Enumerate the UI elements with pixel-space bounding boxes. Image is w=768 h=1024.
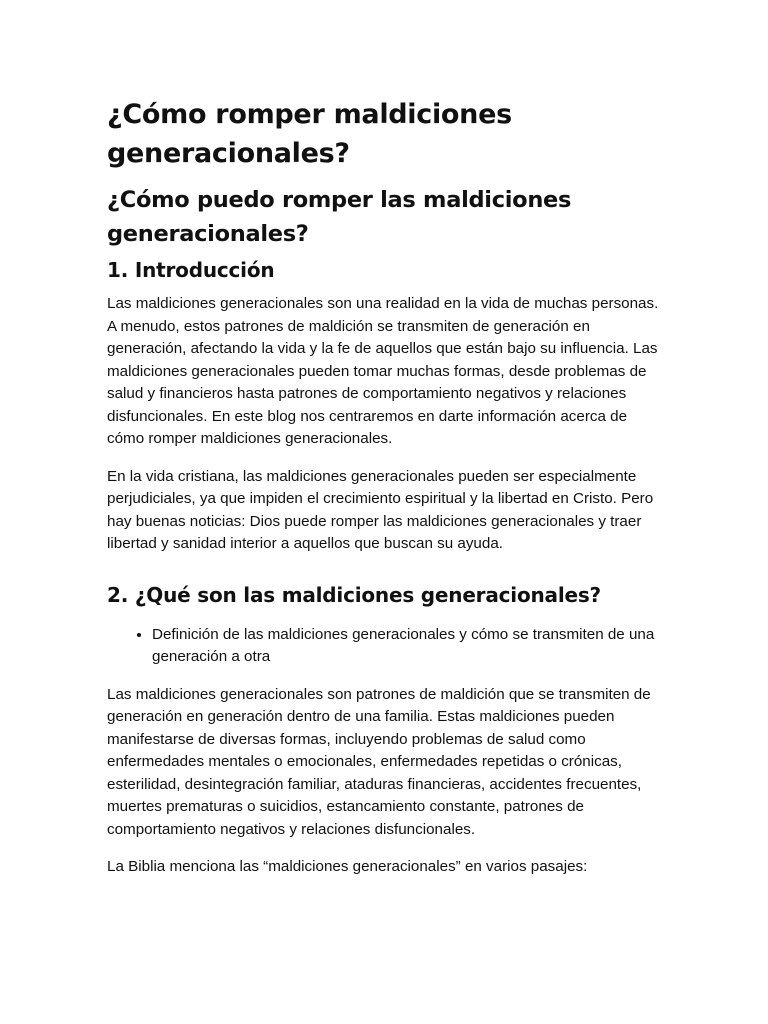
- section-2-paragraph-2: La Biblia menciona las “maldiciones generacionales” en varios pasajes:: [107, 858, 588, 875]
- section-2-bullet-list: [107, 624, 668, 669]
- section-1-heading: 1. Introducción: [107, 258, 275, 282]
- section-2-paragraph-1: Las maldiciones generacionales son patrones de maldición que se transmiten de generación en generación dentro de una familia. Estas maldiciones pueden manifestarse de diversas formas, incluyendo problemas de salud como enfermedades mentales o emocionales, enfermedades repetidas o crónicas, esterilidad, desintegración familiar, ataduras financieras, accidentes frecuentes, muertes prematuras o suicidios, estancamiento constante, patrones de comportamiento negativos y relaciones disfuncionales.: [107, 685, 651, 838]
- document-subtitle: ¿Cómo puedo romper las maldiciones generacionales?: [107, 187, 572, 247]
- section-1-paragraph-2: En la vida cristiana, las maldiciones generacionales pueden ser especialmente perjudiciales, ya que impiden el crecimiento espiritual y la libertad en Cristo. Pero hay buenas noticias: Dios puede romper las maldiciones generacionales y traer libertad y sanidad interior a aquellos que buscan su ayuda.: [107, 467, 654, 552]
- section-2-heading: 2. ¿Qué son las maldiciones generacionales?: [107, 582, 601, 607]
- list-item: • Definición de las maldiciones generacionales y cómo se transmiten de una generación a otra: [152, 624, 668, 669]
- document-title: ¿Cómo romper maldiciones generacionales?: [107, 99, 512, 169]
- section-1-paragraph-1: Las maldiciones generacionales son una realidad en la vida de muchas personas. A menudo, estos patrones de maldición se transmiten de generación en generación, afectando la vida y la fe de aquellos que están bajo su influencia. Las maldiciones generacionales pueden tomar muchas formas, desde problemas de salud y financieros hasta patrones de comportamiento negativos y relaciones disfuncionales. En este blog nos centraremos en darte información acerca de cómo romper maldiciones generacionales.: [107, 295, 659, 447]
